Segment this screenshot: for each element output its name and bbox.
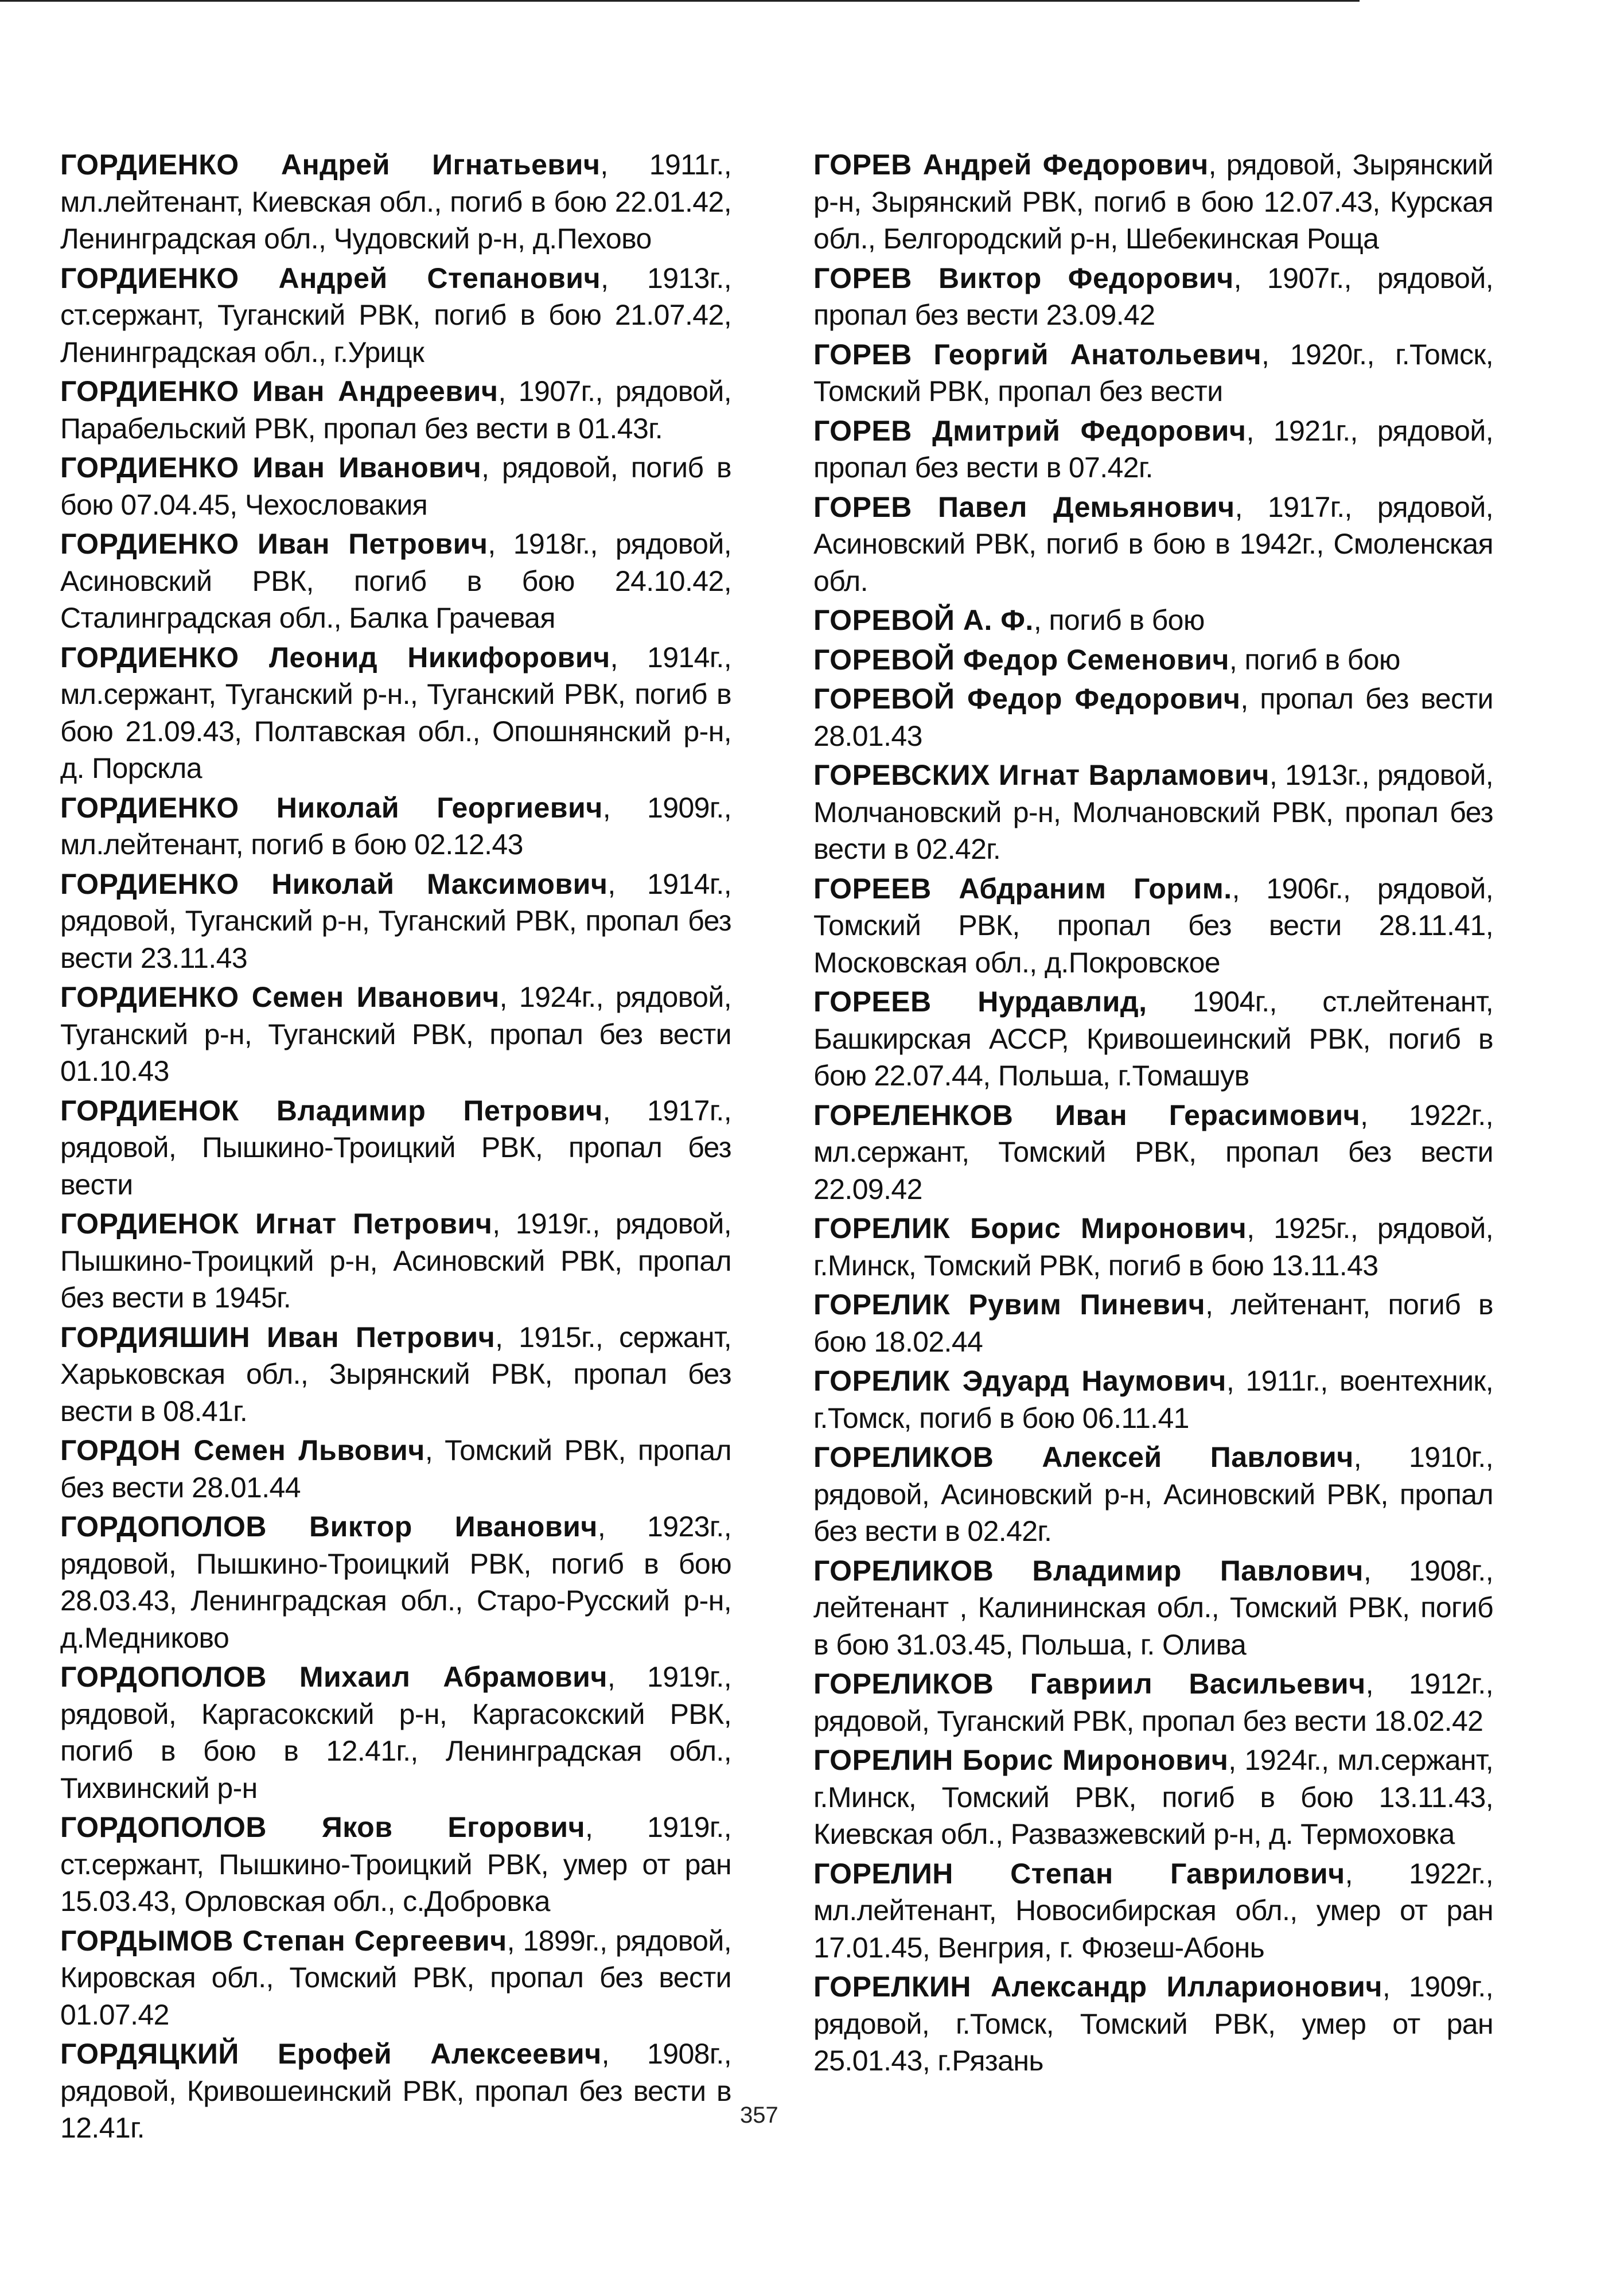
entry-details: , 1920г., г.Томск, Томский РВК, пропал без вести bbox=[813, 338, 1493, 407]
entry-details: , 1915г., сержант, Харьковская обл., Зырянский РВК, пропал без вести в 08.41г. bbox=[60, 1321, 731, 1427]
entry-name: ГОРЕЛИКОВ Гавриил Васильевич bbox=[813, 1668, 1366, 1700]
entry bbox=[813, 1286, 1493, 1360]
entry-details: , 1924г., рядовой, Туганский р-н, Туганский РВК, пропал без вести 01.10.43 bbox=[60, 981, 731, 1087]
entry-name: ГОРЕВСКИХ Игнат Варламович bbox=[813, 759, 1269, 791]
entry bbox=[813, 1742, 1493, 1853]
entry-name: ГОРДЫМОВ Степан Сергеевич bbox=[60, 1924, 507, 1957]
entry bbox=[60, 449, 731, 523]
entry bbox=[813, 1363, 1493, 1437]
entry bbox=[813, 1855, 1493, 1967]
entry-name: ГОРЕЛИК Борис Миронович bbox=[813, 1212, 1247, 1244]
entry-name: ГОРЕЕВ Абдраним Горим. bbox=[813, 872, 1232, 905]
entry-name: ГОРЕЛИКОВ Владимир Павлович bbox=[813, 1554, 1364, 1587]
entry-name: ГОРДИЕНОК Владимир Петрович bbox=[60, 1094, 603, 1127]
entry-details: , 1922г., мл.сержант, Томский РВК, пропал без вести 22.09.42 bbox=[813, 1099, 1493, 1205]
entry bbox=[60, 146, 731, 258]
entry-details: , 1909г., рядовой, г.Томск, Томский РВК, умер от ран 25.01.43, г.Рязань bbox=[813, 1971, 1493, 2077]
entry-details: , 1912г., рядовой, Туганский РВК, пропал без вести 18.02.42 bbox=[813, 1668, 1493, 1737]
entry-name: ГОРДОПОЛОВ Виктор Иванович bbox=[60, 1511, 598, 1543]
entry bbox=[60, 866, 731, 977]
entry bbox=[60, 525, 731, 637]
entry bbox=[60, 789, 731, 863]
entry-details: , 1907г., рядовой, Парабельский РВК, пропал без вести в 01.43г. bbox=[60, 375, 731, 445]
entry-name: ГОРЕВ Павел Демьянович bbox=[813, 491, 1235, 523]
entry bbox=[60, 1809, 731, 1920]
entry-name: ГОРДИЕНКО Андрей Степанович bbox=[60, 262, 601, 294]
entry-name: ГОРДИЕНКО Иван Иванович bbox=[60, 451, 482, 484]
entry-details: , 1913г., рядовой, Молчановский р-н, Молчановский РВК, пропал без вести в 02.42г. bbox=[813, 759, 1493, 865]
entry-details: , 1918г., рядовой, Асиновский РВК, погиб в бою 24.10.42, Сталинградская обл., Балка Грачевая bbox=[60, 528, 731, 634]
entry bbox=[60, 1205, 731, 1317]
entry bbox=[60, 1092, 731, 1204]
entry-name: ГОРДИЕНКО Иван Андреевич bbox=[60, 375, 499, 407]
entry bbox=[60, 1508, 731, 1656]
entry-details: , 1922г., мл.лейтенант, Новосибирская обл., умер от ран 17.01.45, Венгрия, г. Фюзеш-Абонь bbox=[813, 1857, 1493, 1964]
top-rule bbox=[0, 0, 1360, 2]
entry bbox=[813, 757, 1493, 868]
entry bbox=[60, 2035, 731, 2147]
entry-name: ГОРЕЛИК Эдуард Наумович bbox=[813, 1365, 1226, 1397]
entry-details: , 1913г., ст.сержант, Туганский РВК, погиб в бою 21.07.42, Ленинградская обл., г.Урицк bbox=[60, 262, 732, 368]
entry-details: , погиб в бою bbox=[1033, 604, 1205, 636]
entry-details: , 1911г., воентехник, г.Томск, погиб в бою 06.11.41 bbox=[813, 1365, 1493, 1434]
entry bbox=[813, 641, 1493, 679]
entry-details: , пропал без вести 28.01.43 bbox=[813, 683, 1493, 752]
entry-name: ГОРЕЛИН Степан Гаврилович bbox=[813, 1857, 1345, 1890]
entry bbox=[813, 1552, 1493, 1664]
entry-name: ГОРЕВОЙ А. Ф. bbox=[813, 604, 1034, 636]
entry-details: , погиб в бою bbox=[1229, 643, 1400, 676]
entry-details: , 1909г., мл.лейтенант, погиб в бою 02.12.43 bbox=[60, 791, 732, 861]
page-number: 357 bbox=[740, 2103, 778, 2128]
entry bbox=[813, 680, 1493, 754]
entry bbox=[813, 412, 1493, 486]
entry-details: , 1919г., рядовой, Пышкино-Троицкий р-н, Асиновский РВК, пропал без вести в 1945г. bbox=[60, 1208, 731, 1314]
entry-name: ГОРДИЯШИН Иван Петрович bbox=[60, 1321, 496, 1353]
entry bbox=[60, 1922, 731, 2034]
entry bbox=[60, 1319, 731, 1430]
entry-details: 1904г., ст.лейтенант, Башкирская АССР, Кривошеинский РВК, погиб в бою 22.07.44, Польша, г.Томашув bbox=[813, 986, 1493, 1092]
entry-details: , 1919г., ст.сержант, Пышкино-Троицкий РВК, умер от ран 15.03.43, Орловская обл., с.Добровка bbox=[60, 1811, 731, 1917]
entry-details: , 1910г., рядовой, Асиновский р-н, Асиновский РВК, пропал без вести в 02.42г. bbox=[813, 1441, 1493, 1547]
entry-name: ГОРДЯЦКИЙ Ерофей Алексеевич bbox=[60, 2038, 602, 2070]
entry bbox=[813, 983, 1493, 1095]
entry bbox=[813, 870, 1493, 982]
entry-details: , 1917г., рядовой, Пышкино-Троицкий РВК, пропал без вести bbox=[60, 1094, 731, 1201]
entry bbox=[60, 639, 731, 787]
entry bbox=[813, 489, 1493, 600]
entry-name: ГОРДИЕНОК Игнат Петрович bbox=[60, 1208, 493, 1240]
entry-name: ГОРДОПОЛОВ Яков Егорович bbox=[60, 1811, 585, 1843]
entry bbox=[60, 260, 731, 371]
entry-name: ГОРЕВ Георгий Анатольевич bbox=[813, 338, 1262, 371]
entry-details: , 1921г., рядовой, пропал без вести в 07.42г. bbox=[813, 414, 1493, 484]
entry-name: ГОРЕЕВ Нурдавлид, bbox=[813, 986, 1147, 1018]
entry-name: ГОРЕЛИКОВ Алексей Павлович bbox=[813, 1441, 1354, 1473]
entry-details: , рядовой, Зырянский р-н, Зырянский РВК, погиб в бою 12.07.43, Курская обл., Белгородский р-н, Шебекинская Роща bbox=[813, 149, 1494, 255]
entry-name: ГОРДИЕНКО Николай Максимович bbox=[60, 867, 608, 900]
entry bbox=[813, 1097, 1493, 1208]
entry-details: , 1899г., рядовой, Кировская обл., Томский РВК, пропал без вести 01.07.42 bbox=[60, 1924, 731, 2031]
entry-name: ГОРДИЕНКО Николай Георгиевич bbox=[60, 791, 603, 824]
entry bbox=[813, 336, 1493, 410]
entry bbox=[813, 260, 1493, 334]
entry-details: , лейтенант, погиб в бою 18.02.44 bbox=[813, 1289, 1493, 1358]
entry-details: , рядовой, погиб в бою 07.04.45, Чехословакия bbox=[60, 451, 732, 521]
entry-name: ГОРЕЛИК Рувим Пиневич bbox=[813, 1289, 1206, 1321]
entry-details: , 1919г., рядовой, Каргасокский р-н, Каргасокский РВК, погиб в бою в 12.41г., Ленинградская обл., Тихвинский р-н bbox=[60, 1661, 731, 1804]
entry-details: , 1914г., мл.сержант, Туганский р-н., Туганский РВК, погиб в бою 21.09.43, Полтавская обл., Опошнянский р-н, д. Порскла bbox=[60, 641, 732, 784]
entry bbox=[60, 373, 731, 447]
entry-name: ГОРДИЕНКО Андрей Игнатьевич bbox=[60, 149, 601, 181]
entry-details: , Томский РВК, пропал без вести 28.01.44 bbox=[60, 1434, 731, 1504]
entry bbox=[60, 1432, 731, 1506]
entry-name: ГОРЕВОЙ Федор Семенович bbox=[813, 643, 1229, 676]
entry bbox=[813, 1210, 1493, 1284]
entry bbox=[813, 1665, 1493, 1739]
entry-details: , 1917г., рядовой, Асиновский РВК, погиб в бою в 1942г., Смоленская обл. bbox=[813, 491, 1493, 597]
entry-name: ГОРЕЛКИН Александр Илларионович bbox=[813, 1971, 1382, 2003]
entry bbox=[60, 979, 731, 1090]
entry-details: , 1908г., рядовой, Кривошеинский РВК, пропал без вести в 12.41г. bbox=[60, 2038, 732, 2144]
entry-name: ГОРЕВ Дмитрий Федорович bbox=[813, 414, 1247, 447]
entry-name: ГОРЕЛИН Борис Миронович bbox=[813, 1744, 1229, 1776]
entry bbox=[813, 602, 1493, 639]
entry-details: , 1924г., мл.сержант, г.Минск, Томский РВК, погиб в бою 13.11.43, Киевская обл., Развазжевский р-н, д. Термоховка bbox=[813, 1744, 1493, 1850]
entry-name: ГОРДИЕНКО Семен Иванович bbox=[60, 981, 500, 1013]
entry bbox=[813, 1968, 1493, 2080]
entry-details: , 1911г., мл.лейтенант, Киевская обл., погиб в бою 22.01.42, Ленинградская обл., Чудовский р-н, д.Пехово bbox=[60, 149, 731, 255]
entry-name: ГОРДОПОЛОВ Михаил Абрамович bbox=[60, 1661, 607, 1693]
entry-details: , 1906г., рядовой, Томский РВК, пропал без вести 28.11.41, Московская обл., д.Покровское bbox=[813, 872, 1493, 979]
left-column bbox=[60, 146, 731, 2149]
entry-name: ГОРДОН Семен Львович bbox=[60, 1434, 425, 1466]
entry-name: ГОРЕВ Андрей Федорович bbox=[813, 149, 1209, 181]
entry-name: ГОРДИЕНКО Леонид Никифорович bbox=[60, 641, 610, 674]
entry-details: , 1923г., рядовой, Пышкино-Троицкий РВК, погиб в бою 28.03.43, Ленинградская обл., Старо-Русский р-н, д.Медниково bbox=[60, 1511, 731, 1654]
entry bbox=[60, 1659, 731, 1807]
entry-details: , 1908г., лейтенант , Калининская обл., Томский РВК, погиб в бою 31.03.45, Польша, г. Олива bbox=[813, 1554, 1493, 1661]
entry-details: , 1925г., рядовой, г.Минск, Томский РВК, погиб в бою 13.11.43 bbox=[813, 1212, 1493, 1282]
entry-name: ГОРДИЕНКО Иван Петрович bbox=[60, 528, 488, 560]
entry-details: , 1907г., рядовой, пропал без вести 23.09.42 bbox=[813, 262, 1493, 331]
entry-details: , 1914г., рядовой, Туганский р-н, Туганский РВК, пропал без вести 23.11.43 bbox=[60, 867, 732, 974]
right-column bbox=[813, 146, 1493, 2082]
entry-name: ГОРЕВОЙ Федор Федорович bbox=[813, 683, 1241, 715]
entry bbox=[813, 146, 1493, 258]
entry bbox=[813, 1439, 1493, 1550]
entry-name: ГОРЕВ Виктор Федорович bbox=[813, 262, 1234, 294]
entry-name: ГОРЕЛЕНКОВ Иван Герасимович bbox=[813, 1099, 1361, 1131]
